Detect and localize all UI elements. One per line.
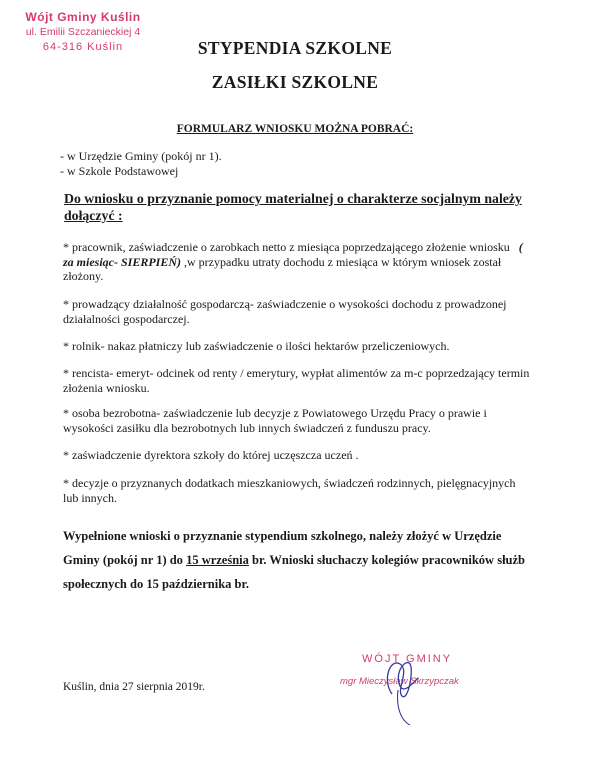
section-heading: Do wniosku o przyznanie pomocy materialnej o charakterze socjalnym należy dołączyć : (64, 191, 522, 223)
requirement-item-school: * zaświadczenie dyrektora szkoły do której uczęszcza uczeń . (63, 448, 359, 462)
requirement-item-business: * prowadzący działalność gospodarczą- zaświadczenie o wysokości dochodu z prowadzonej działalności gospodarczej. (63, 297, 507, 326)
requirement-item-employee (63, 240, 533, 284)
page-title: STYPENDIA SZKOLNE (197, 38, 393, 58)
form-heading: FORMULARZ WNIOSKU MOŻNA POBRAĆ: (176, 123, 414, 135)
item-emphasis: ( za miesiąc- SIERPIEŃ) (63, 240, 523, 269)
date-line: Kuślin, dnia 27 sierpnia 2019r. (63, 681, 205, 693)
location-item: - w Szkole Podstawowej (60, 164, 179, 178)
note-text: br. Wnioski słuchaczy kolegiów pracowników służb społecznych do 15 października br. (63, 553, 525, 591)
requirement-item-farmer: * rolnik- nakaz płatniczy lub zaświadczenie o ilości hektarów przeliczeniowych. (63, 339, 450, 353)
item-text: * pracownik, zaświadczenie o zarobkach netto z miesiąca poprzedzającego złożenie wniosku (63, 240, 510, 254)
requirement-item-unemployed: * osoba bezrobotna- zaświadczenie lub decyzje z Powiatowego Urzędu Pracy o prawie i wysokości zasiłku dla bezrobotnych lub innych świadczeń z funduszu pracy. (63, 406, 487, 435)
signature-block (330, 650, 480, 730)
location-item: - w Urzędzie Gminy (pokój nr 1). (60, 149, 222, 163)
page-subtitle: ZASIŁKI SZKOLNE (211, 72, 379, 92)
requirement-item-benefits: * decyzje o przyznanych dodatkach mieszkaniowych, świadczeń rodzinnych, pielęgnacyjnych lub innych. (63, 476, 516, 505)
handwritten-signature-icon (330, 650, 480, 730)
signature-name: mgr Mieczysław Skrzypczak (340, 676, 459, 687)
note-text: Wypełnione wnioski o przyznanie stypendium szkolnego, należy złożyć w Urzędzie Gminy (pokój nr 1) do (63, 529, 502, 567)
requirement-item-pensioner: * rencista- emeryt- odcinek od renty / emerytury, wypłat alimentów za m-c poprzedzający termin złożenia wniosku. (63, 366, 530, 395)
signature-title: WÓJT GMINY (362, 653, 453, 665)
stamp-line-2: ul. Emilii Szczanieckiej 4 (25, 26, 141, 38)
deadline-date: 15 września (186, 553, 249, 567)
item-text: ,w przypadku utraty dochodu z miesiąca w którym wniosek został złożony. (63, 254, 502, 283)
submission-note (63, 524, 533, 596)
stamp-line-3: 64-316 Kuślin (42, 41, 124, 53)
locations-list (60, 149, 222, 179)
stamp-line-1: Wójt Gminy Kuślin (25, 10, 141, 24)
